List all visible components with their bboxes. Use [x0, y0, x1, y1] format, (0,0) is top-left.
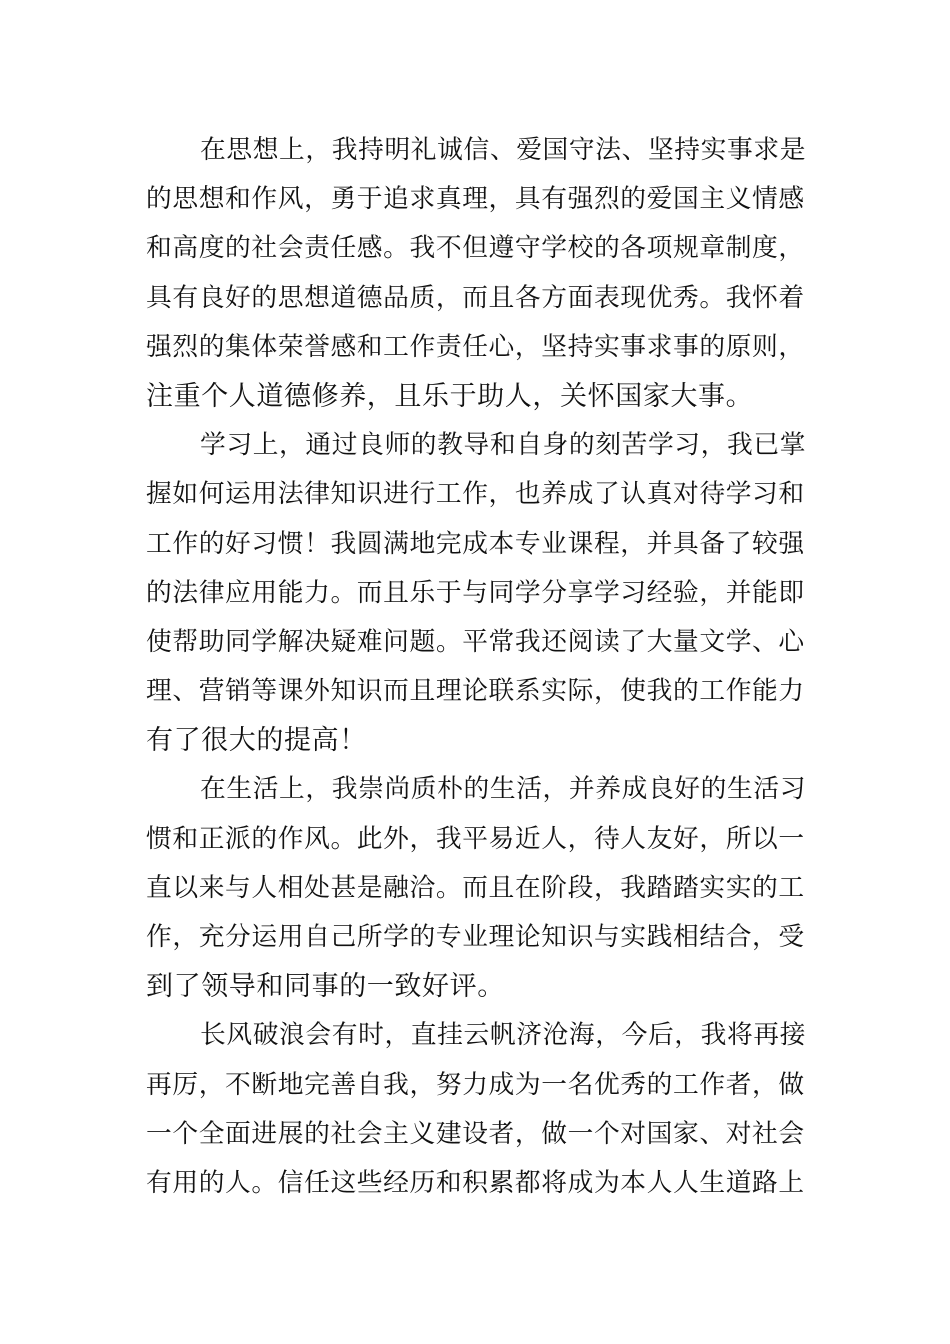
text-line: 学习上，通过良师的教导和自身的刻苦学习，我已掌	[200, 430, 807, 461]
text-line: 理、营销等课外知识而且理论联系实际，使我的工作能力	[146, 676, 805, 707]
text-line: 使帮助同学解决疑难问题。平常我还阅读了大量文学、心	[146, 626, 805, 657]
paragraph-study	[146, 421, 806, 765]
text-line: 和高度的社会责任感。我不但遵守学校的各项规章制度，	[146, 233, 805, 264]
paragraph-ideology	[146, 126, 806, 421]
text-line: 的思想和作风，勇于追求真理，具有强烈的爱国主义情感	[146, 184, 805, 215]
text-line: 一个全面进展的社会主义建设者，做一个对国家、对社会	[146, 1118, 805, 1149]
text-line: 握如何运用法律知识进行工作，也养成了认真对待学习和	[146, 479, 805, 510]
text-line: 在思想上，我持明礼诚信、爱国守法、坚持实事求是	[200, 135, 807, 165]
text-line: 具有良好的思想道德品质，而且各方面表现优秀。我怀着	[146, 282, 805, 313]
text-line: 直以来与人相处甚是融洽。而且在阶段，我踏踏实实的工	[146, 872, 805, 903]
text-line: 注重个人道德修养，且乐于助人，关怀国家大事。	[146, 380, 754, 412]
text-line: 在生活上，我崇尚质朴的生活，并养成良好的生活习	[200, 774, 807, 805]
text-line: 作，充分运用自己所学的专业理论知识与实践相结合，受	[146, 922, 805, 952]
text-line: 有了很大的提高！	[146, 725, 367, 757]
paragraph-future	[146, 1011, 806, 1208]
text-line: 工作的好习惯！我圆满地完成本专业课程，并具备了较强	[146, 528, 805, 559]
document-body	[146, 126, 806, 1208]
paragraph-life	[146, 765, 806, 1011]
text-line: 的法律应用能力。而且乐于与同学分享学习经验，并能即	[146, 577, 805, 608]
text-line: 强烈的集体荣誉感和工作责任心，坚持实事求事的原则，	[146, 331, 805, 362]
text-line: 惯和正派的作风。此外，我平易近人，待人友好，所以一	[146, 823, 805, 854]
text-line: 长风破浪会有时，直挂云帆济沧海，今后，我将再接	[200, 1020, 807, 1051]
text-line: 有用的人。信任这些经历和积累都将成为本人人生道路上	[146, 1167, 805, 1198]
text-line: 再厉，不断地完善自我，努力成为一名优秀的工作者，做	[146, 1069, 805, 1100]
text-line: 到了领导和同事的一致好评。	[146, 971, 505, 1003]
